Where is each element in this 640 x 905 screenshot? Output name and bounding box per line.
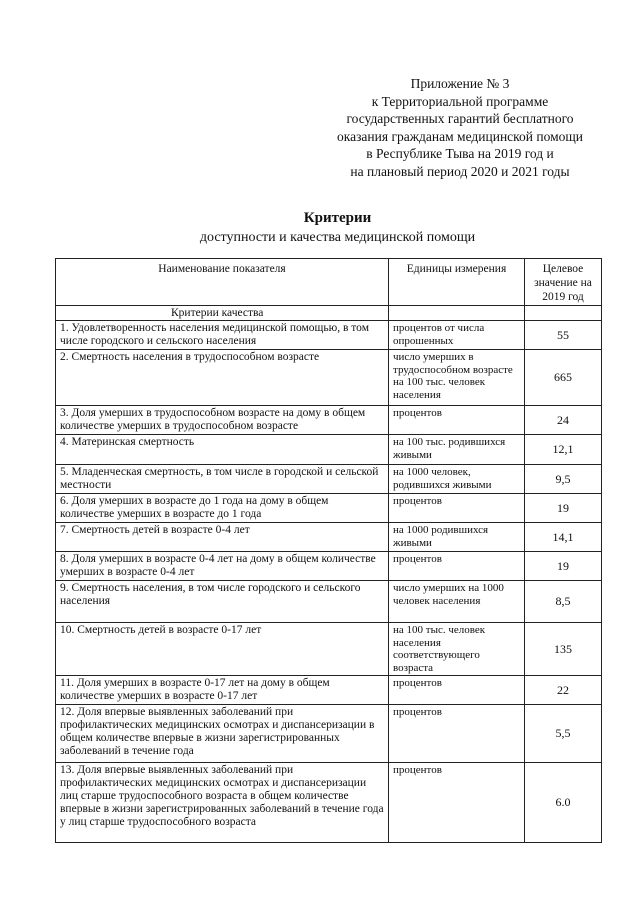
row-value: 8,5 bbox=[525, 581, 602, 623]
row-unit: на 1000 родившихся живыми bbox=[389, 523, 525, 552]
table-row bbox=[56, 350, 602, 406]
row-value: 24 bbox=[525, 406, 602, 435]
row-name: 13. Доля впервые выявленных заболеваний при профилактических медицинских осмотрах и диспансеризации лиц старше трудоспособного возраста в общем количестве впервые в жизни зарегистрированных заболеваний в течение года у лиц старше трудоспособного возраста bbox=[56, 763, 389, 843]
table-row bbox=[56, 465, 602, 494]
criteria-table bbox=[55, 258, 602, 843]
row-unit: процентов bbox=[389, 705, 525, 763]
row-name: 10. Смертность детей в возрасте 0-17 лет bbox=[56, 623, 389, 676]
row-value: 9,5 bbox=[525, 465, 602, 494]
table-row bbox=[56, 494, 602, 523]
table-header-row bbox=[56, 259, 602, 306]
row-unit: на 100 тыс. человек населения соответствующего возраста bbox=[389, 623, 525, 676]
column-header-name: Наименование показателя bbox=[56, 259, 389, 306]
table-row bbox=[56, 406, 602, 435]
row-name: 8. Доля умерших в возрасте 0-4 лет на дому в общем количестве умерших в возрасте 0-4 лет bbox=[56, 552, 389, 581]
row-unit: процентов bbox=[389, 676, 525, 705]
row-unit: на 1000 человек, родившихся живыми bbox=[389, 465, 525, 494]
row-name: 1. Удовлетворенность населения медицинской помощью, в том числе городского и сельского населения bbox=[56, 321, 389, 350]
row-value: 5,5 bbox=[525, 705, 602, 763]
table-row bbox=[56, 676, 602, 705]
row-value: 19 bbox=[525, 552, 602, 581]
table-row bbox=[56, 523, 602, 552]
row-unit: число умерших в трудоспособном возрасте на 100 тыс. человек населения bbox=[389, 350, 525, 406]
column-header-unit: Единицы измерения bbox=[389, 259, 525, 306]
row-value: 6.0 bbox=[525, 763, 602, 843]
document-title: Критерии bbox=[303, 210, 372, 226]
table-row bbox=[56, 435, 602, 465]
row-unit: процентов bbox=[389, 406, 525, 435]
row-name: 6. Доля умерших в возрасте до 1 года на дому в общем количестве умерших в возрасте до 1 года bbox=[56, 494, 389, 523]
appendix-header bbox=[330, 75, 590, 181]
row-value: 135 bbox=[525, 623, 602, 676]
row-name: 11. Доля умерших в возрасте 0-17 лет на дому в общем количестве умерших в возрасте 0-17 лет bbox=[56, 676, 389, 705]
column-header-target: Целевое значение на 2019 год bbox=[525, 259, 602, 306]
row-value: 665 bbox=[525, 350, 602, 406]
appendix-line: оказания гражданам медицинской помощи bbox=[336, 128, 584, 144]
row-unit: процентов bbox=[389, 494, 525, 523]
row-unit: на 100 тыс. родившихся живыми bbox=[389, 435, 525, 465]
row-unit: процентов bbox=[389, 763, 525, 843]
table-row bbox=[56, 552, 602, 581]
table-row bbox=[56, 763, 602, 843]
table-row bbox=[56, 705, 602, 763]
appendix-line: государственных гарантий бесплатного bbox=[346, 111, 574, 127]
row-name: 9. Смертность населения, в том числе городского и сельского населения bbox=[56, 581, 389, 623]
row-value: 55 bbox=[525, 321, 602, 350]
table-row bbox=[56, 581, 602, 623]
appendix-line: Приложение № 3 bbox=[410, 76, 510, 91]
row-name: 2. Смертность населения в трудоспособном возрасте bbox=[56, 350, 389, 406]
appendix-line: на плановый период 2020 и 2021 годы bbox=[350, 163, 570, 179]
row-value: 22 bbox=[525, 676, 602, 705]
row-value: 19 bbox=[525, 494, 602, 523]
row-value: 14,1 bbox=[525, 523, 602, 552]
table-row bbox=[56, 321, 602, 350]
row-unit: число умерших на 1000 человек населения bbox=[389, 581, 525, 623]
document-subtitle: доступности и качества медицинской помощи bbox=[199, 230, 476, 245]
row-name: 5. Младенческая смертность, в том числе в городской и сельской местности bbox=[56, 465, 389, 494]
appendix-line: в Республике Тыва на 2019 год и bbox=[366, 146, 554, 162]
row-unit: процентов bbox=[389, 552, 525, 581]
table-row bbox=[56, 623, 602, 676]
row-name: 12. Доля впервые выявленных заболеваний при профилактических медицинских осмотрах и диспансеризации в общем количестве впервые в жизни зарегистрированных заболеваний в течение года bbox=[56, 705, 389, 763]
row-name: 3. Доля умерших в трудоспособном возрасте на дому в общем количестве умерших в трудоспособном возрасте bbox=[56, 406, 389, 435]
row-name: 4. Материнская смертность bbox=[56, 435, 389, 465]
row-value: 12,1 bbox=[525, 435, 602, 465]
section-row bbox=[56, 306, 602, 321]
row-unit: процентов от числа опрошенных bbox=[389, 321, 525, 350]
section-label: Критерии качества bbox=[56, 306, 389, 321]
row-name: 7. Смертность детей в возрасте 0-4 лет bbox=[56, 523, 389, 552]
appendix-line: к Территориальной программе bbox=[371, 93, 549, 109]
